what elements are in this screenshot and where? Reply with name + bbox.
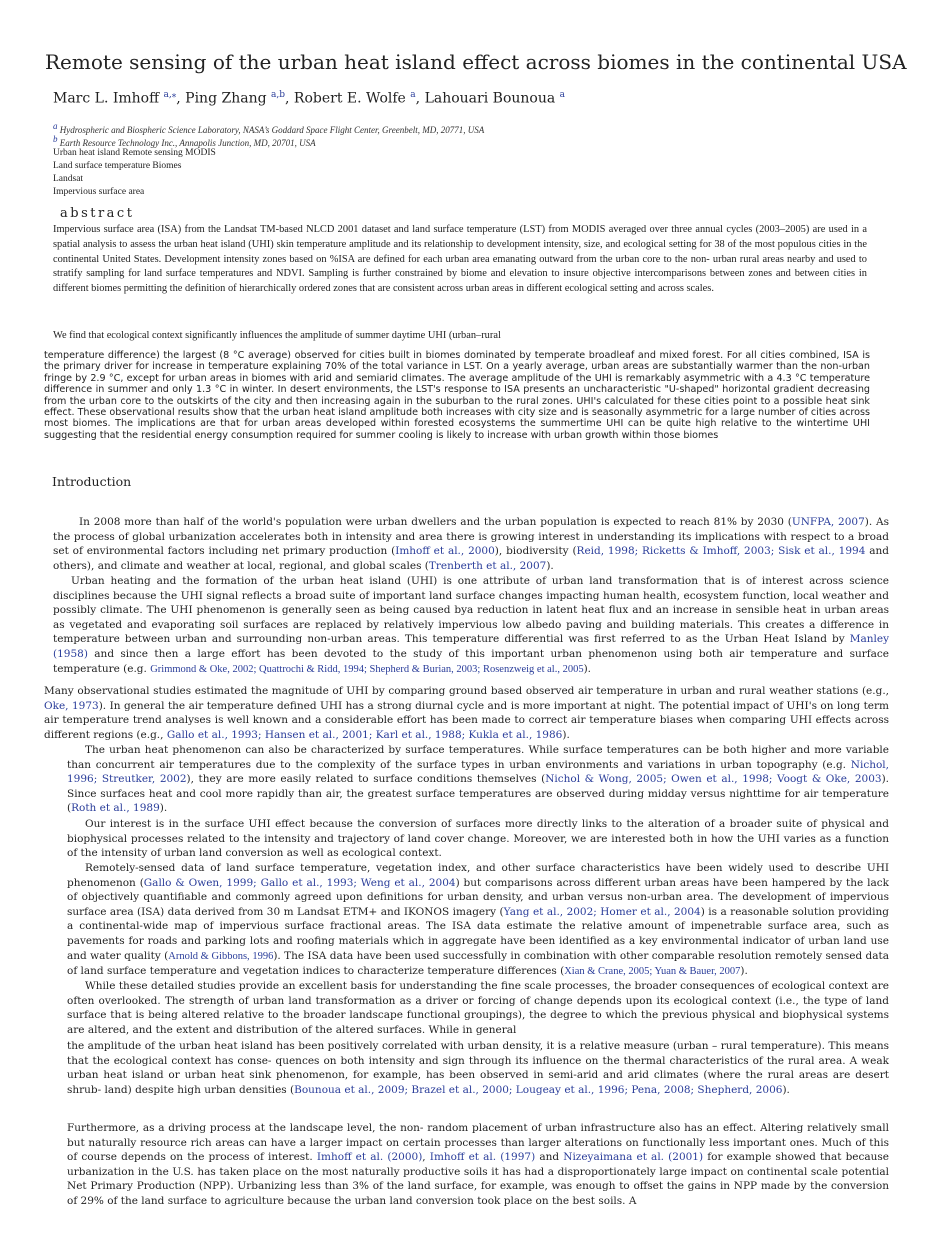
citation-link[interactable]: Grimmond & Oke, 2002; Quattrochi & Ridd, 1994; Shepherd & Burian, 2003; Rosenzweig et al., 2005: [150, 663, 584, 675]
citation-link[interactable]: Roth et al., 1989: [71, 802, 160, 815]
citation-link[interactable]: Nizeyaimana et al. (2001): [563, 1151, 704, 1164]
author-affiliation-mark[interactable]: a,⁎: [163, 90, 177, 100]
author-affiliation-mark[interactable]: a: [559, 90, 566, 100]
affiliation: $^a$ Hydrospheric and Biospheric Science Laboratory, NASA’s Goddard Space Flight Center, Greenbelt, MD, 20771, USA: [53, 121, 485, 135]
abstract-continuation: temperature difference) the largest (8 °C average) observed for cities built in biomes dominated by temperate broadleaf and mixed forest. For all cities combined, ISA is the primary driver for increase in temperature explaining 70% of the total variance in LST. On a yearly average, urban areas are substantially warmer than the non-urban fringe by 2.9 °C, except for urban areas in biomes with arid and semiarid climates. The average amplitude of the UHI is remarkably asymmetric with a 4.3 °C temperature difference in summer and only 1.3 °C in winter. In desert environments, the LST's response to ISA presents an uncharacteristic "U-shaped" horizontal gradient decreasing from the urban core to the outskirts of the city and then increasing again in the suburban to the rural zones. UHI's calculated for these cities point to a possible heat sink effect. These observational results show that the urban heat island amplitude both increases with city size and is seasonally asymmetric for a large number of cities across most biomes. The implications are that for urban areas developed within forested ecosystems the summertime UHI can be quite high relative to the wintertime UHI suggesting that the residential energy consumption required for summer cooling is likely to increase with urban growth within those biomes: [44, 350, 870, 441]
keyword-line: Impervious surface area: [53, 187, 145, 197]
citation-link[interactable]: Gallo et al., 1993; Hansen et al., 2001; Karl et al., 1988; Kukla et al., 1986: [166, 728, 563, 741]
citation-link[interactable]: Manley (1958): [53, 633, 889, 660]
citation-link[interactable]: Imhoff et al. (2000): [316, 1151, 423, 1164]
citation-link[interactable]: Oke, 1973: [44, 699, 99, 712]
body-paragraph: While these detailed studies provide an excellent basis for understanding the fine scale processes, the broader consequences of ecological context are often overlooked. The strength of urban land transformation as a driver or forcing of change depends upon its ecological context (i.e., the type of land surface that is being altered relative to the broader landscape functional groupings), the degree to which the previous physical and biophysical systems are altered, and the extent and distribution of the altered surfaces. While in general: [67, 980, 889, 1036]
body-paragraph: Our interest is in the surface UHI effect because the conversion of surfaces more directly links to the alteration of a broader suite of physical and biophysical processes related to the intensity and trajectory of land cover change. Moreover, we are interested both in how the UHI varies as a function of the intensity of urban land conversion as well as ecological context.: [67, 818, 889, 860]
paper-title: Remote sensing of the urban heat island effect across biomes in the continental USA: [45, 50, 907, 74]
citation-link[interactable]: Nichol, 1996; Streutker, 2002: [67, 758, 889, 786]
author-name: Ping Zhang: [185, 90, 267, 107]
keyword-line: Landsat: [53, 174, 84, 184]
citation-link[interactable]: UNFPA, 2007: [791, 516, 865, 528]
keyword-line: Urban heat island Remote sensing MODIS: [53, 148, 216, 158]
author-affiliation-mark[interactable]: a: [410, 90, 416, 100]
body-paragraph: Many observational studies estimated the magnitude of UHI by comparing ground based observed air temperature in urban and rural weather stations (e.g., Oke, 1973). In general the air temperature defined UHI has a strong diurnal cycle and is more important at night. The potential impact of UHI's on long term air temperature trend analyses is well known and a considerable effort has been made to correct air temperature biases when comparing UHI effects across different regions (e.g., Gallo et al., 1993; Hansen et al., 2001; Karl et al., 1988; Kukla et al., 1986).: [44, 685, 889, 741]
body-paragraph: Furthermore, as a driving process at the landscape level, the non- random placement of urban infrastructure also has an effect. Altering relatively small but naturally resource rich areas can have a larger impact on certain processes than larger alterations on functionally less important ones. Much of this of course depends on the process of interest. Imhoff et al. (2000), Imhoff et al. (1997) and Nizeyaimana et al. (2001) for example showed that because urbanization in the U.S. has taken place on the most naturally productive soils it has had a disproportionately large impact on continental scale potential Net Primary Production (NPP). Urbanizing less than 3% of the land surface, for example, was enough to offset the gains in NPP made by the conversion of 29% of the land surface to agriculture because the urban land conversion took place on the best soils. A: [67, 1122, 890, 1207]
body-paragraph: Urban heating and the formation of the urban heat island (UHI) is one attribute of urban land transformation that is of interest across science disciplines because the UHI signal reflects a broad suite of important land surface changes impacting human health, ecosystem function, local weather and possibly climate. The UHI phenomenon is generally seen as being caused bya reduction in latent heat flux and an increase in sensible heat in urban areas as vegetated and evaporating soil surfaces are replaced by relatively impervious low albedo paving and building materials. This creates a difference in temperature between urban and surrounding non-urban areas. This temperature differential was first referred to as the Urban Heat Island by Manley (1958) and since then a large effort has been devoted to the study of this important urban phenomenon using both air temperature and surface temperature (e.g. Grimmond & Oke, 2002; Quattrochi & Ridd, 1994; Shepherd & Burian, 2003; Rosenzweig et al., 2005).: [53, 575, 889, 675]
citation-link[interactable]: Arnold & Gibbons, 1996: [168, 950, 274, 962]
body-paragraph: the amplitude of the urban heat island has been positively correlated with urban density, it is a relative measure (urban – rural temperature). This means that the ecological context has conse- quences on both intensity and sign through its influence on the thermal characteristics of the rural area. A weak urban heat island or urban heat sink phenomenon, for example, has been observed in semi-arid and arid climates (where the rural areas are desert shrub- land) despite high urban densities (Bounoua et al., 2009; Brazel et al., 2000; Lougeay et al., 1996; Pena, 2008; Shepherd, 2006).: [67, 1040, 889, 1096]
citation-link[interactable]: Imhoff et al. (1997): [429, 1151, 536, 1164]
citation-link[interactable]: Reid, 1998; Ricketts & Imhoff, 2003; Sisk et al., 1994: [576, 545, 866, 558]
author-affiliation-mark[interactable]: a,b: [271, 90, 286, 100]
author-name: Robert E. Wolfe: [293, 90, 406, 107]
citation-link[interactable]: Yang et al., 2002; Homer et al., 2004: [503, 905, 701, 918]
citation-link[interactable]: Trenberth et al., 2007: [428, 559, 547, 572]
author-list: Marc L. Imhoff $^{a,⁎}$, Ping Zhang $^{a,b}$, Robert E. Wolfe $^a$, Lahouari Bounoua $^a$: [53, 90, 566, 107]
affiliation: $^b$ Earth Resource Technology Inc., Annapolis Junction, MD, 20701, USA: [53, 134, 316, 148]
citation-link[interactable]: Nichol & Wong, 2005; Owen et al., 1998; Voogt & Oke, 2003: [545, 773, 882, 786]
body-paragraph: Remotely-sensed data of land surface temperature, vegetation index, and other surface characteristics have been widely used to describe UHI phenomenon (Gallo & Owen, 1999; Gallo et al., 1993; Weng et al., 2004) but comparisons across different urban areas have been hampered by the lack of objectively quantifiable and commonly agreed upon definitions for urban density, and urban versus non-urban area. The development of impervious surface area (ISA) data derived from 30 m Landsat ETM+ and IKONOS imagery (Yang et al., 2002; Homer et al., 2004) is a reasonable solution providing a continental-wide map of impervious surface fractional areas. The ISA data estimate the relative amount of impenetrable surface area, such as pavements for roads and parking lots and roofing materials which in aggregate have been identified as a key environmental indicator of urban land use and water quality (Arnold & Gibbons, 1996). The ISA data have been used successfully in combination with other comparable resolution remotely sensed data of land surface temperature and vegetation indices to characterize temperature differences (Xian & Crane, 2005; Yuan & Bauer, 2007).: [67, 862, 890, 978]
citation-link[interactable]: Gallo & Owen, 1999; Gallo et al., 1993; Weng et al., 2004: [143, 876, 456, 889]
section-heading-introduction: Introduction: [52, 474, 132, 489]
abstract-paragraph: Impervious surface area (ISA) from the Landsat TM-based NLCD 2001 dataset and land surface temperature (LST) from MODIS averaged over three annual cycles (2003–2005) are used in a spatial analysis to assess the urban heat island (UHI) skin temperature amplitude and its relationship to development intensity, size, and ecological setting for 38 of the most populous cities in the continental United States. Development intensity zones based on %ISA are defined for each urban area emanating outward from the urban core to the non- urban rural areas nearby and used to stratify sampling for land surface temperatures and NDVI. Sampling is further constrained by biome and elevation to insure objective intercomparisons between zones and between cities in different biomes permitting the definition of hierarchically ordered zones that are consistent across urban areas in different ecological setting and across scales.: [53, 224, 867, 295]
author-name: Marc L. Imhoff: [53, 90, 160, 107]
body-paragraph: The urban heat phenomenon can also be characterized by surface temperatures. While surface temperatures can be both higher and more variable than concurrent air temperatures due to the complexity of the surface types in urban environments and variations in urban topography (e.g. Nichol, 1996; Streutker, 2002), they are more easily related to surface conditions themselves (Nichol & Wong, 2005; Owen et al., 1998; Voogt & Oke, 2003). Since surfaces heat and cool more rapidly than air, the greatest surface temperatures are observed during midday versus nighttime for air temperature (Roth et al., 1989).: [67, 744, 890, 815]
body-paragraph: In 2008 more than half of the world's population were urban dwellers and the urban population is expected to reach 81% by 2030 (UNFPA, 2007). As the process of global urbanization accelerates both in intensity and area there is growing interest in understanding its implications with respect to a broad set of environmental factors including net primary production (Imhoff et al., 2000), biodiversity (Reid, 1998; Ricketts & Imhoff, 2003; Sisk et al., 1994 and others), and climate and weather at local, regional, and global scales (Trenberth et al., 2007).: [53, 516, 890, 572]
corresponding-author-asterisk-icon[interactable]: ⁎: [171, 90, 177, 100]
abstract-heading: abstract: [60, 206, 135, 221]
author-name: Lahouari Bounoua: [424, 90, 556, 107]
abstract-paragraph: We find that ecological context significantly influences the amplitude of summer daytime UHI (urban–rural: [53, 330, 501, 341]
citation-link[interactable]: Imhoff et al., 2000: [395, 545, 495, 558]
citation-link[interactable]: Bounoua et al., 2009; Brazel et al., 2000; Lougeay et al., 1996; Pena, 2008; Shepherd, 2006: [294, 1083, 783, 1096]
keyword-line: Land surface temperature Biomes: [53, 161, 182, 171]
citation-link[interactable]: Xian & Crane, 2005; Yuan & Bauer, 2007: [564, 966, 741, 978]
